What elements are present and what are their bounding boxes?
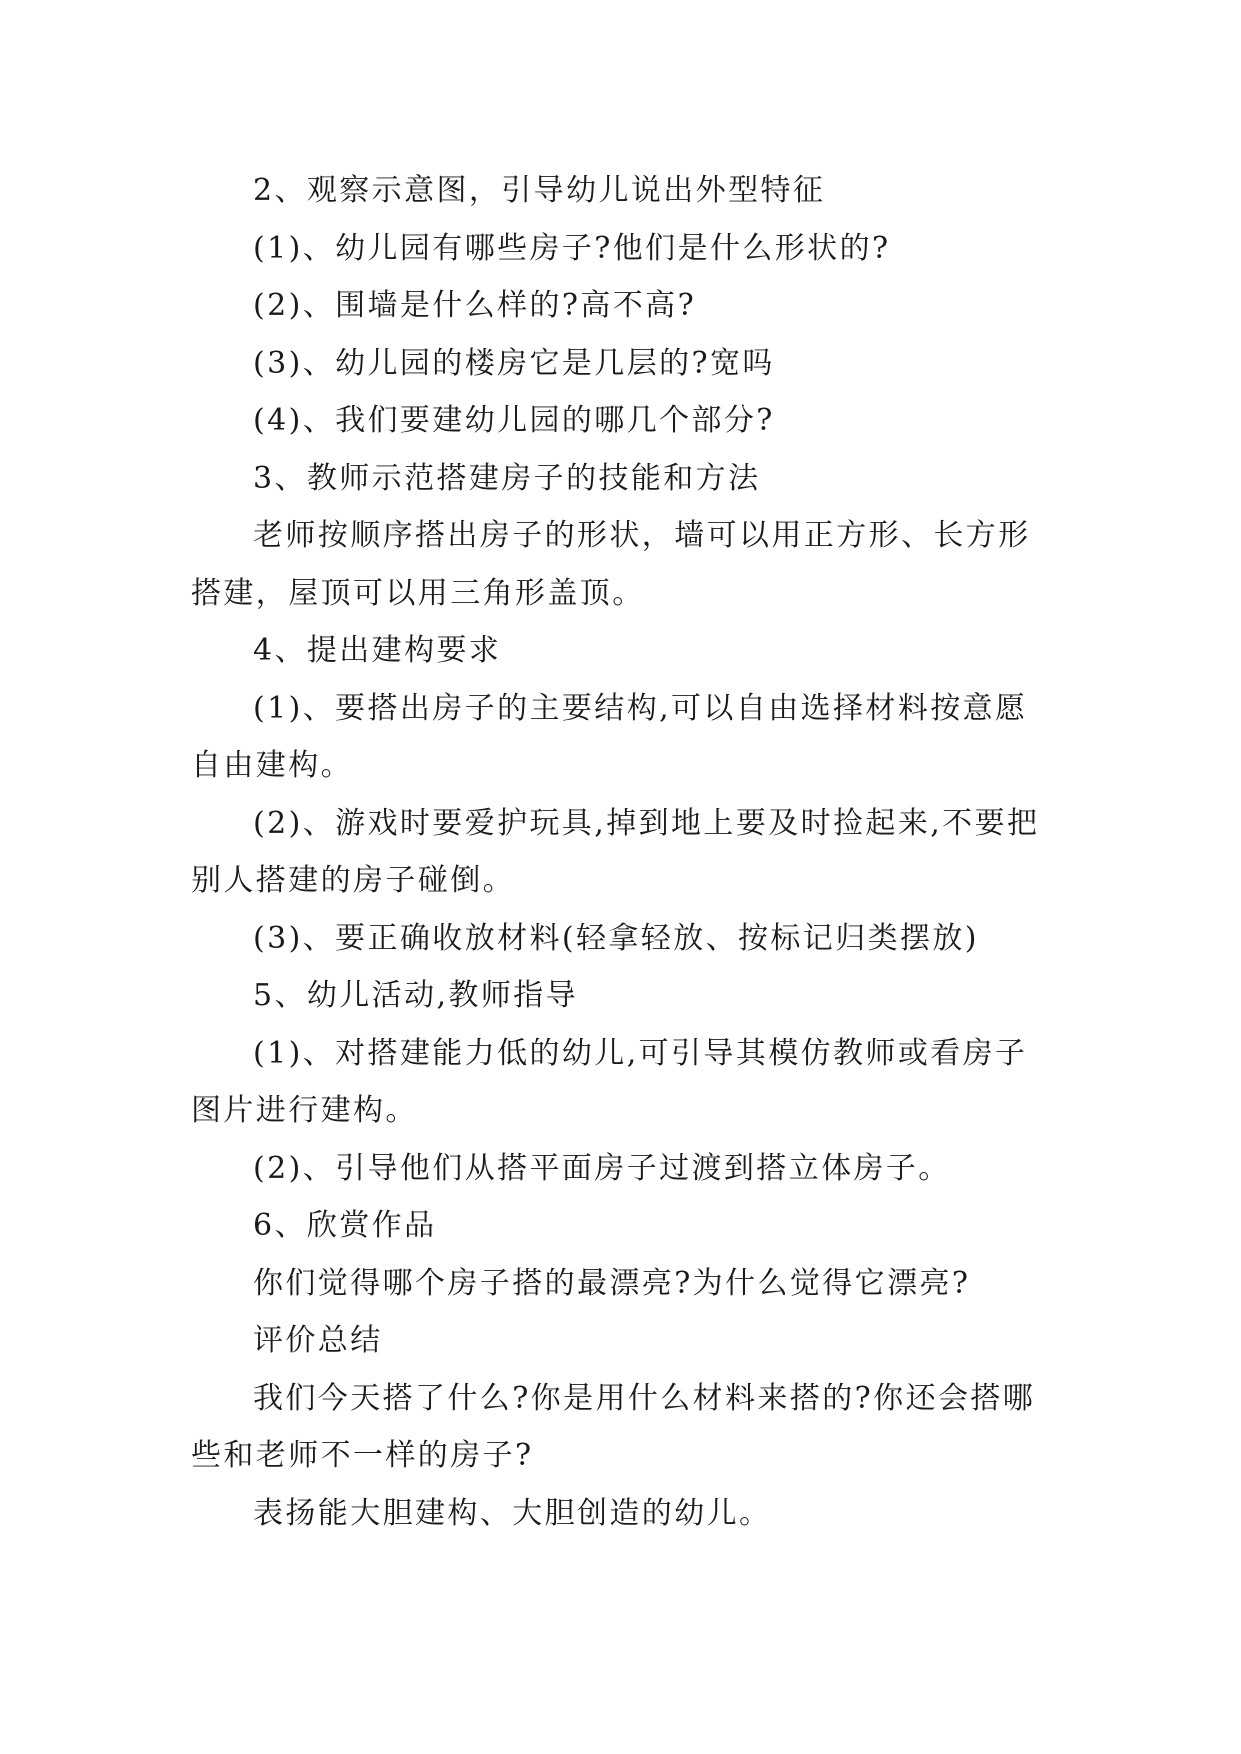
question-item-2: (2)、围墙是什么样的?高不高? (253, 288, 697, 323)
requirement-item-1: (1)、要搭出房子的主要结构,可以自由选择材料按意愿自由建构。 (191, 690, 1028, 783)
guidance-item-2: (2)、引导他们从搭平面房子过渡到搭立体房子。 (253, 1150, 951, 1186)
summary-questions: 我们今天搭了什么?你是用什么材料来搭的?你还会搭哪些和老师不一样的房子? (191, 1380, 1036, 1473)
question-item-4: (4)、我们要建幼儿园的哪几个部分? (253, 403, 775, 438)
requirement-item-2: (2)、游戏时要爱护玩具,掉到地上要及时捡起来,不要把别人搭建的房子碰倒。 (191, 805, 1040, 898)
step-3-heading: 3、教师示范搭建房子的技能和方法 (253, 460, 761, 496)
guidance-item-1: (1)、对搭建能力低的幼儿,可引导其模仿教师或看房子图片进行建构。 (191, 1035, 1028, 1128)
praise-paragraph: 表扬能大胆建构、大胆创造的幼儿。 (253, 1495, 772, 1531)
step-5-heading: 5、幼儿活动,教师指导 (253, 978, 579, 1013)
appreciation-question: 你们觉得哪个房子搭的最漂亮?为什么觉得它漂亮? (253, 1265, 971, 1301)
requirement-item-3: (3)、要正确收放材料(轻拿轻放、按标记归类摆放) (253, 920, 979, 956)
question-item-3: (3)、幼儿园的楼房它是几层的?宽吗 (253, 345, 775, 381)
demo-paragraph: 老师按顺序搭出房子的形状，墙可以用正方形、长方形搭建，屋顶可以用三角形盖顶。 (191, 518, 1031, 611)
evaluation-heading: 评价总结 (253, 1323, 383, 1358)
step-6-heading: 6、欣赏作品 (253, 1208, 437, 1243)
step-2-heading: 2、观察示意图，引导幼儿说出外型特征 (253, 173, 826, 208)
question-item-1: (1)、幼儿园有哪些房子?他们是什么形状的? (253, 230, 891, 266)
document-body (191, 162, 1051, 1542)
step-4-heading: 4、提出建构要求 (253, 633, 502, 668)
